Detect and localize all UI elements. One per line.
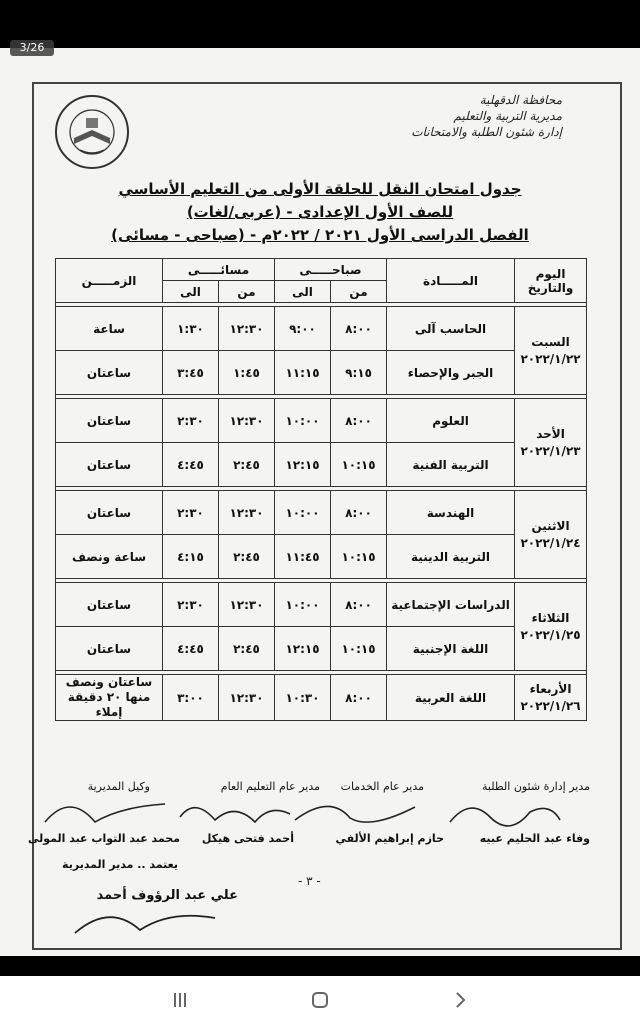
duration-cell: ساعتان ونصف منها ٢٠ دقيقة إملاء xyxy=(56,675,163,721)
approval-title: يعتمد .. مدير المديرية xyxy=(62,858,178,871)
subject-cell: التربية الفنية xyxy=(387,443,515,487)
evening-from-cell: ١٢:٣٠ xyxy=(219,675,275,721)
handwritten-signature xyxy=(175,792,295,832)
duration-cell: ساعتان xyxy=(56,583,163,627)
day-cell: الثلاثاء ٢٠٢٢/١/٢٥ xyxy=(515,583,587,671)
evening-from-cell: ١٢:٣٠ xyxy=(219,399,275,443)
title-line-1: جدول امتحان النقل للحلقة الأولى من التعليم الأساسي xyxy=(118,180,522,198)
morning-from-cell: ٩:١٥ xyxy=(331,351,387,395)
evening-to-cell: ١:٣٠ xyxy=(163,307,219,351)
signature-services: مدير عام الخدمات xyxy=(340,780,424,793)
morning-from-cell: ٨:٠٠ xyxy=(331,399,387,443)
subject-cell: اللغة الإجنبية xyxy=(387,627,515,671)
morning-to-cell: ١٢:١٥ xyxy=(275,443,331,487)
handwritten-signature xyxy=(40,792,170,832)
evening-from-cell: ٢:٤٥ xyxy=(219,535,275,579)
day-cell: الأربعاء ٢٠٢٢/١/٢٦ xyxy=(515,675,587,721)
signature-deputy-name: محمد عبد التواب عبد المولى xyxy=(27,832,180,845)
header-duration: الزمـــــن xyxy=(56,259,163,303)
viewer-top-bar xyxy=(0,0,640,48)
header-evening-from: من xyxy=(219,281,275,303)
duration-cell: ساعتان xyxy=(56,491,163,535)
header-subject: المـــــادة xyxy=(387,259,515,303)
handwritten-signature xyxy=(290,792,420,832)
table-row xyxy=(56,675,587,721)
evening-to-cell: ٢:٣٠ xyxy=(163,491,219,535)
table-row xyxy=(56,491,587,535)
handwritten-signature xyxy=(70,898,220,942)
table-row xyxy=(56,307,587,351)
duration-cell: ساعتان xyxy=(56,351,163,395)
subject-cell: الحاسب آلى xyxy=(387,307,515,351)
back-icon[interactable] xyxy=(448,988,472,1012)
header-day-date: اليوم والتاريخ xyxy=(515,259,587,303)
day-cell: السبت ٢٠٢٢/١/٢٢ xyxy=(515,307,587,395)
evening-to-cell: ٤:٤٥ xyxy=(163,627,219,671)
signature-student-affairs: مدير إدارة شئون الطلبة xyxy=(482,780,590,793)
morning-to-cell: ١٠:٠٠ xyxy=(275,491,331,535)
duration-cell: ساعتان xyxy=(56,627,163,671)
table-row xyxy=(56,535,587,579)
morning-from-cell: ٨:٠٠ xyxy=(331,583,387,627)
recents-icon[interactable] xyxy=(168,988,192,1012)
signature-student-affairs-name: وفاء عبد الحليم عبيه xyxy=(479,832,590,845)
day-cell: الأحد ٢٠٢٢/١/٢٣ xyxy=(515,399,587,487)
header-evening: مسائـــــى xyxy=(163,259,275,281)
approval-name: علي عبد الرؤوف أحمد xyxy=(96,888,238,903)
evening-from-cell: ٢:٤٥ xyxy=(219,627,275,671)
morning-from-cell: ١٠:١٥ xyxy=(331,627,387,671)
evening-to-cell: ٢:٣٠ xyxy=(163,583,219,627)
morning-from-cell: ١٠:١٥ xyxy=(331,535,387,579)
subject-cell: الدراسات الإجتماعية xyxy=(387,583,515,627)
evening-from-cell: ١٢:٣٠ xyxy=(219,583,275,627)
table-row xyxy=(56,583,587,627)
signature-deputy: وكيل المديرية xyxy=(87,780,150,793)
letterhead-department: إدارة شئون الطلبة والامتحانات xyxy=(411,125,562,139)
subject-cell: الجبر والإحصاء xyxy=(387,351,515,395)
morning-to-cell: ١٠:٣٠ xyxy=(275,675,331,721)
page-number: - ٣ - xyxy=(298,874,321,888)
subject-cell: الهندسة xyxy=(387,491,515,535)
handwritten-signature xyxy=(440,792,570,832)
morning-to-cell: ١١:١٥ xyxy=(275,351,331,395)
morning-to-cell: ١١:٤٥ xyxy=(275,535,331,579)
signature-general-education: مدير عام التعليم العام xyxy=(220,780,320,793)
duration-cell: ساعة ونصف xyxy=(56,535,163,579)
morning-from-cell: ٨:٠٠ xyxy=(331,307,387,351)
header-morning-from: من xyxy=(331,281,387,303)
header-morning: صباحـــــى xyxy=(275,259,387,281)
duration-cell: ساعة xyxy=(56,307,163,351)
morning-to-cell: ١٢:١٥ xyxy=(275,627,331,671)
subject-cell: التربية الدينية xyxy=(387,535,515,579)
subject-cell: اللغة العربية xyxy=(387,675,515,721)
evening-to-cell: ٣:٤٥ xyxy=(163,351,219,395)
home-icon[interactable] xyxy=(308,988,332,1012)
page-counter: 3/26 xyxy=(10,40,54,56)
morning-from-cell: ١٠:١٥ xyxy=(331,443,387,487)
table-row xyxy=(56,443,587,487)
evening-to-cell: ٣:٠٠ xyxy=(163,675,219,721)
evening-to-cell: ٤:١٥ xyxy=(163,535,219,579)
morning-to-cell: ٩:٠٠ xyxy=(275,307,331,351)
letterhead-directorate: مديرية التربية والتعليم xyxy=(453,109,562,123)
document-page xyxy=(0,48,640,956)
morning-to-cell: ١٠:٠٠ xyxy=(275,399,331,443)
subject-cell: العلوم xyxy=(387,399,515,443)
evening-to-cell: ٤:٤٥ xyxy=(163,443,219,487)
evening-from-cell: ٢:٤٥ xyxy=(219,443,275,487)
table-row xyxy=(56,351,587,395)
table-row xyxy=(56,399,587,443)
directorate-logo xyxy=(52,92,132,172)
exam-schedule-table xyxy=(55,258,587,721)
morning-from-cell: ٨:٠٠ xyxy=(331,675,387,721)
signature-general-education-name: أحمد فتحى هيكل xyxy=(201,832,294,845)
duration-cell: ساعتان xyxy=(56,399,163,443)
system-nav-bar xyxy=(0,976,640,1024)
document-titles xyxy=(60,178,580,247)
header-morning-to: الى xyxy=(275,281,331,303)
morning-from-cell: ٨:٠٠ xyxy=(331,491,387,535)
evening-from-cell: ١٢:٣٠ xyxy=(219,307,275,351)
duration-cell: ساعتان xyxy=(56,443,163,487)
signature-services-name: حازم إبراهيم الألفي xyxy=(335,832,444,845)
letterhead-governorate: محافظة الدقهلية xyxy=(479,93,562,107)
evening-from-cell: ١:٤٥ xyxy=(219,351,275,395)
table-row xyxy=(56,627,587,671)
morning-to-cell: ١٠:٠٠ xyxy=(275,583,331,627)
evening-from-cell: ١٢:٣٠ xyxy=(219,491,275,535)
day-cell: الاثنين ٢٠٢٢/١/٢٤ xyxy=(515,491,587,579)
header-evening-to: الى xyxy=(163,281,219,303)
letterhead xyxy=(402,92,562,140)
evening-to-cell: ٢:٣٠ xyxy=(163,399,219,443)
title-line-2: للصف الأول الإعدادى - (عربى/لغات) xyxy=(186,203,454,221)
title-line-3: الفصل الدراسى الأول ٢٠٢١ / ٢٠٢٢م - (صباحى - مسائى) xyxy=(111,226,529,244)
